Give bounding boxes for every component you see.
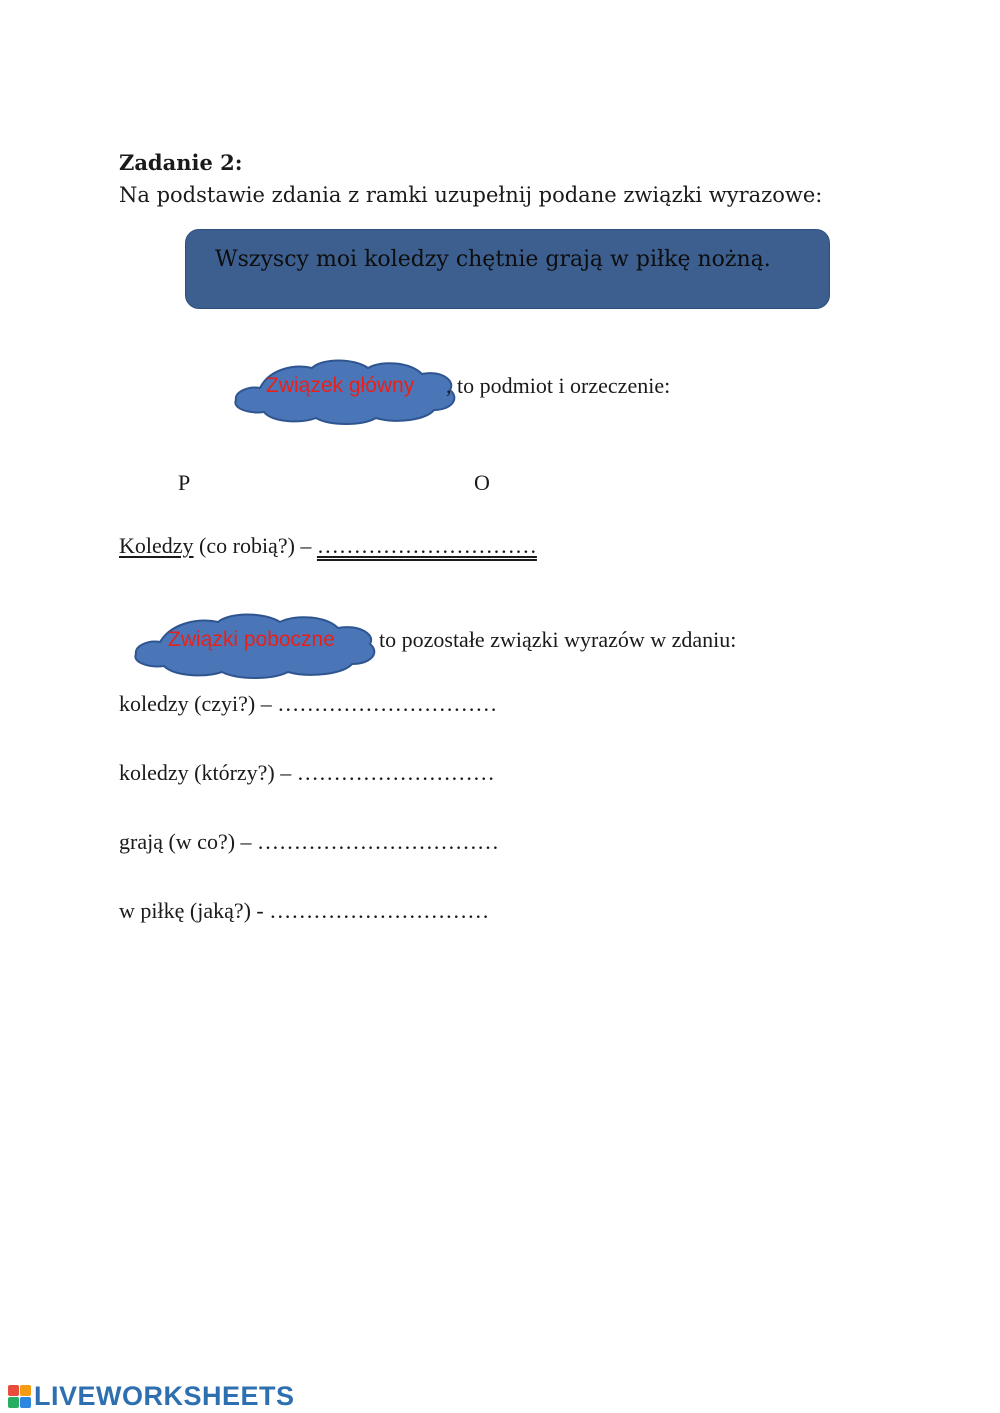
predicate-blank[interactable]: ………………………… xyxy=(316,533,537,558)
task-title: Zadanie 2: xyxy=(119,150,243,175)
side-relations-cloud-label: Związki poboczne xyxy=(168,628,335,651)
subject-line xyxy=(119,533,537,559)
frame-sentence: Wszyscy moi koledzy chętnie grają w piłkę nożną. xyxy=(215,247,771,272)
task-instruction: Na podstawie zdania z ramki uzupełnij podane związki wyrazowe: xyxy=(119,183,823,207)
answer-line-4[interactable]: w piłkę (jaką?) - ………………………… xyxy=(119,898,490,923)
liveworksheets-logo xyxy=(8,1381,295,1412)
answer-line-3[interactable]: grają (w co?) – …………………………… xyxy=(119,829,500,854)
predicate-label-p: P xyxy=(178,470,191,495)
subject-word: Koledzy xyxy=(119,533,194,558)
main-relation-cloud-label: Związek główny xyxy=(266,374,415,397)
side-relations-text: to pozostałe związki wyrazów w zdaniu: xyxy=(379,627,737,652)
main-relation-text: , to podmiot i orzeczenie: xyxy=(446,373,671,398)
logo-icon xyxy=(8,1385,31,1408)
predicate-label-o: O xyxy=(474,470,490,495)
logo-text: LIVEWORKSHEETS xyxy=(34,1381,295,1411)
subject-question: (co robią?) – xyxy=(193,533,317,558)
answer-line-1[interactable]: koledzy (czyi?) – ………………………… xyxy=(119,691,498,716)
answer-line-2[interactable]: koledzy (którzy?) – ……………………… xyxy=(119,760,495,785)
